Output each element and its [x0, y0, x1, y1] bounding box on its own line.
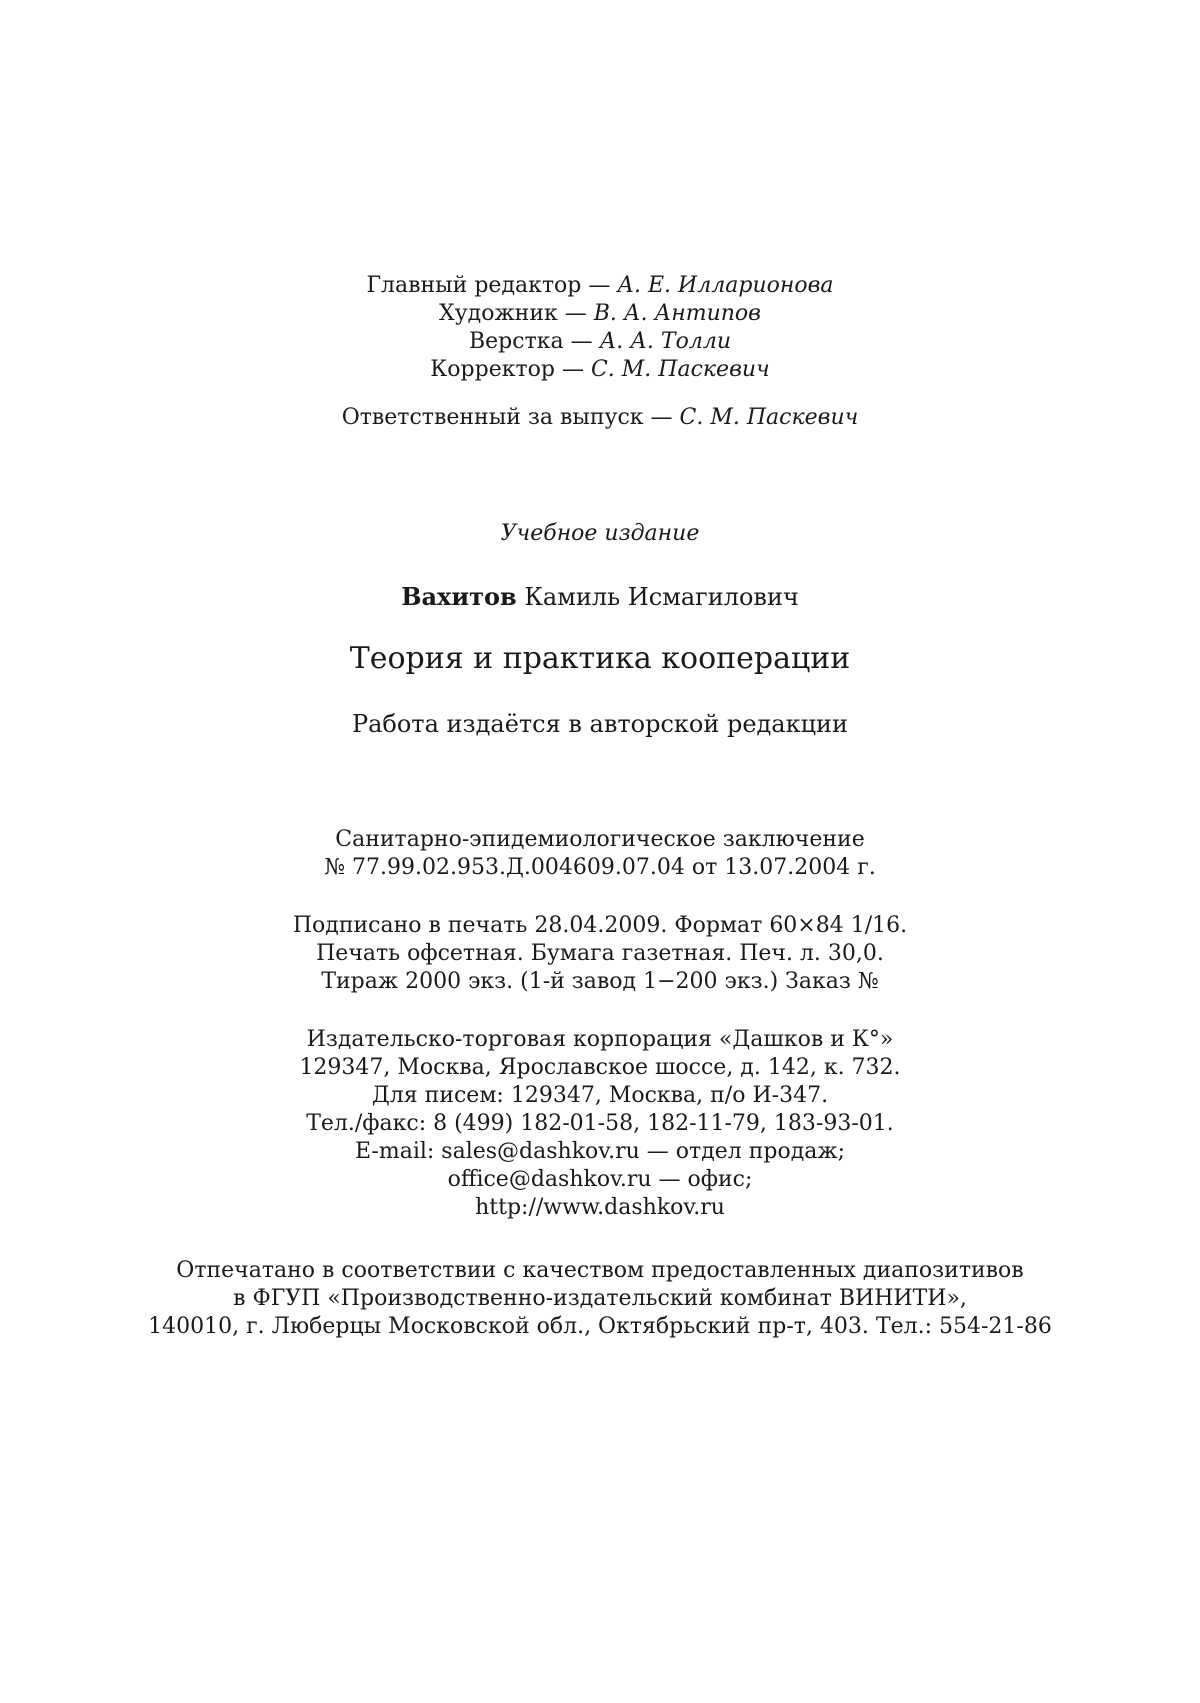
author-given-names: Камиль Исмагилович — [524, 583, 799, 611]
publisher-email-office: office@dashkov.ru — офис; — [447, 1167, 753, 1192]
publisher-mail-address: Для писем: 129347, Москва, п/о И-347. — [371, 1083, 829, 1108]
credit-line-chief-editor — [0, 272, 1200, 300]
responsible-block — [0, 404, 1200, 432]
publisher-website: http://www.dashkov.ru — [475, 1195, 725, 1220]
credit-role: Художник — — [439, 301, 594, 326]
publisher-line: Издательско-торговая корпорация «Дашков и К°» — [306, 1027, 894, 1052]
credit-line-layout — [0, 328, 1200, 356]
edition-type: Учебное издание — [500, 521, 700, 546]
edition-note: Работа издаётся в авторской редакции — [351, 710, 849, 738]
publisher-block — [0, 1026, 1200, 1222]
printed-by-line: в ФГУП «Производственно-издательский комбинат ВИНИТИ», — [233, 1286, 967, 1311]
responsible-line — [0, 404, 1200, 432]
responsible-role: Ответственный за выпуск — — [341, 405, 680, 430]
credit-name: В. А. Антипов — [593, 301, 761, 326]
sanitary-line: Санитарно-эпидемиологическое заключение — [335, 827, 865, 852]
credits-block — [0, 272, 1200, 384]
book-title: Теория и практика кооперации — [349, 641, 851, 676]
printing-block — [0, 912, 1200, 996]
printing-line: Печать офсетная. Бумага газетная. Печ. л. 30,0. — [316, 941, 884, 966]
credit-role: Верстка — — [468, 329, 600, 354]
sanitary-block — [0, 826, 1200, 882]
credit-name: С. М. Паскевич — [590, 357, 770, 382]
printed-by-line: Отпечатано в соответствии с качеством предоставленных диапозитивов — [176, 1258, 1024, 1283]
printed-by-line: 140010, г. Люберцы Московской обл., Октябрьский пр-т, 403. Тел.: 554-21-86 — [148, 1314, 1052, 1339]
credit-role: Корректор — — [430, 357, 591, 382]
printing-line: Подписано в печать 28.04.2009. Формат 60×84 1/16. — [292, 913, 908, 938]
credit-role: Главный редактор — — [366, 273, 618, 298]
credit-name: А. А. Толли — [599, 329, 732, 354]
publisher-address: 129347, Москва, Ярославское шоссе, д. 142, к. 732. — [299, 1055, 901, 1080]
publisher-email-sales: E-mail: sales@dashkov.ru — отдел продаж; — [354, 1139, 846, 1164]
publisher-phone: Тел./факс: 8 (499) 182-01-58, 182-11-79, 183-93-01. — [306, 1111, 894, 1136]
sanitary-line: № 77.99.02.953.Д.004609.07.04 от 13.07.2004 г. — [324, 855, 876, 880]
credit-line-proofreader — [0, 356, 1200, 384]
credit-line-artist — [0, 300, 1200, 328]
credit-name: А. Е. Илларионова — [617, 273, 834, 298]
printed-by-block — [0, 1257, 1200, 1341]
author-surname: Вахитов — [401, 582, 517, 611]
author — [0, 582, 1200, 612]
printing-line: Тираж 2000 экз. (1-й завод 1−200 экз.) Заказ № — [321, 969, 879, 994]
responsible-name: С. М. Паскевич — [679, 405, 859, 430]
